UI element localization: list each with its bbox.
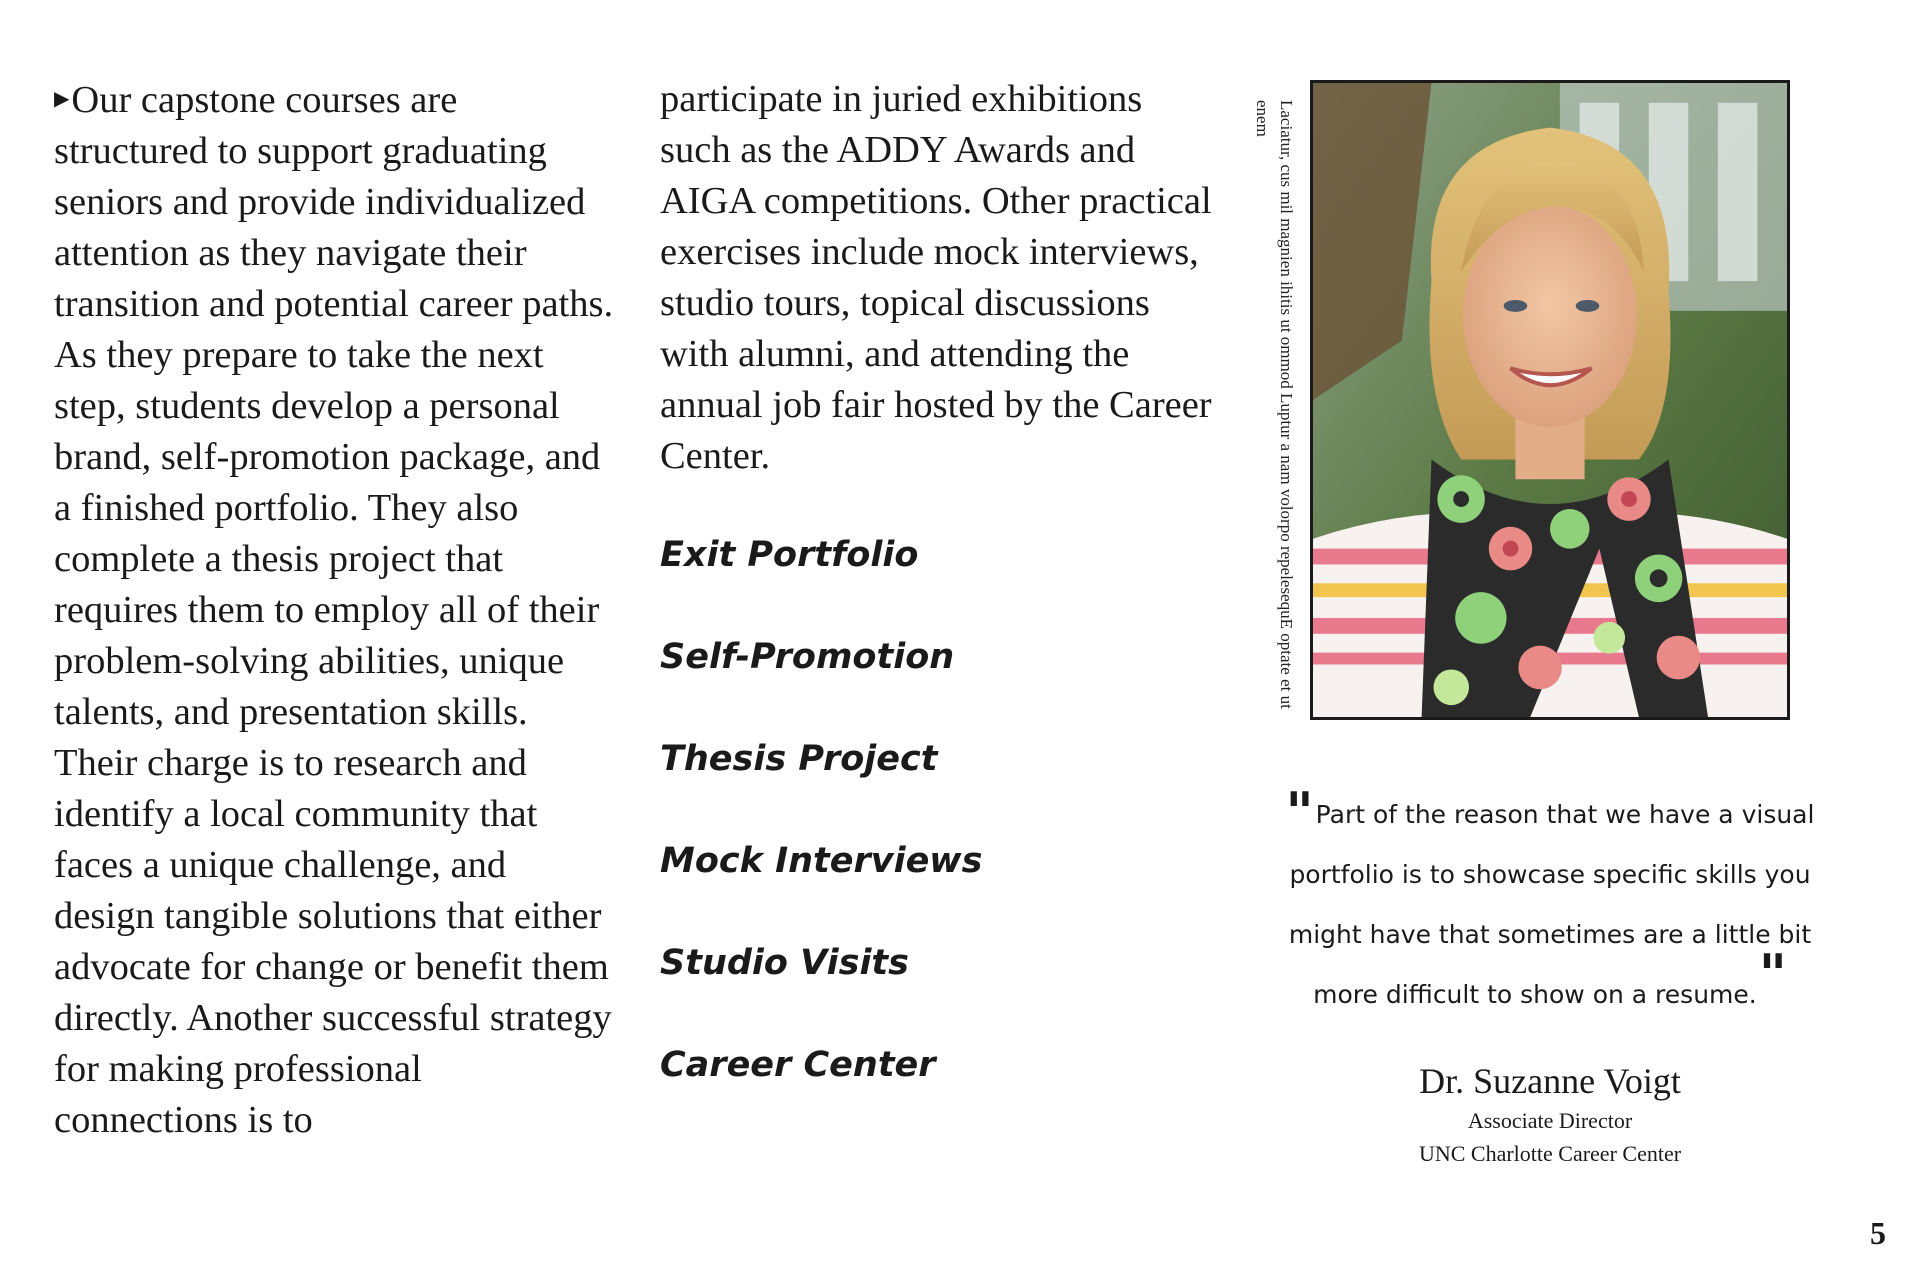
list-item: Thesis Project bbox=[660, 739, 938, 779]
speaker-name: Dr. Suzanne Voigt bbox=[1419, 1061, 1681, 1101]
speaker-title: Associate Director bbox=[1467, 1108, 1633, 1133]
quote-text: Part of the reason that we have a visual portfolio is to showcase specific skills you might have that sometimes are a little bit more difficult to show on a resume. bbox=[1288, 800, 1815, 1009]
speaker-organization: UNC Charlotte Career Center bbox=[1418, 1141, 1682, 1166]
list-item: Self-Promotion bbox=[660, 637, 955, 677]
portrait-illustration bbox=[1313, 83, 1787, 717]
open-quote-mark: " bbox=[1285, 781, 1314, 844]
middle-paragraph: participate in juried exhibitions such as the ADDY Awards and AIGA competitions. Other practical exercises include mock interviews, studio tours, topical discussions with alumni, and attending the annual job fair hosted by the Career Center. bbox=[660, 78, 1212, 477]
page-number: 5 bbox=[1870, 1215, 1886, 1251]
list-item: Studio Visits bbox=[660, 943, 909, 983]
photo-caption: Laciatur, cus mil magnien ihitis ut ommod Luptur a nam volorpo repelesequE optate et ut enem bbox=[1253, 100, 1296, 709]
pull-quote bbox=[1270, 781, 1830, 1025]
close-quote-mark: " bbox=[1758, 943, 1787, 1006]
body-text-column-middle bbox=[660, 74, 1220, 482]
program-list bbox=[660, 530, 982, 1142]
portrait-photo bbox=[1310, 80, 1790, 720]
list-item: Mock Interviews bbox=[660, 841, 983, 881]
list-item: Exit Portfolio bbox=[660, 535, 919, 575]
list-item: Career Center bbox=[660, 1045, 936, 1085]
body-text-column-left bbox=[54, 74, 614, 1146]
lead-paragraph: ▶ Our capstone courses are structured to support graduating seniors and provide individualized attention as they navigate their transition and potential career paths. As they prepare to take the next step, students develop a personal brand, self-promotion package, and a finished portfolio. They also complete a thesis project that requires them to employ all of their problem-solving abilities, unique talents, and presentation skills. Their charge is to research and identify a local community that faces a unique challenge, and design tangible solutions that either advocate for change or benefit them directly. Another successful strategy for making professional connections is to bbox=[54, 79, 613, 1141]
quote-attribution bbox=[1270, 1058, 1830, 1170]
